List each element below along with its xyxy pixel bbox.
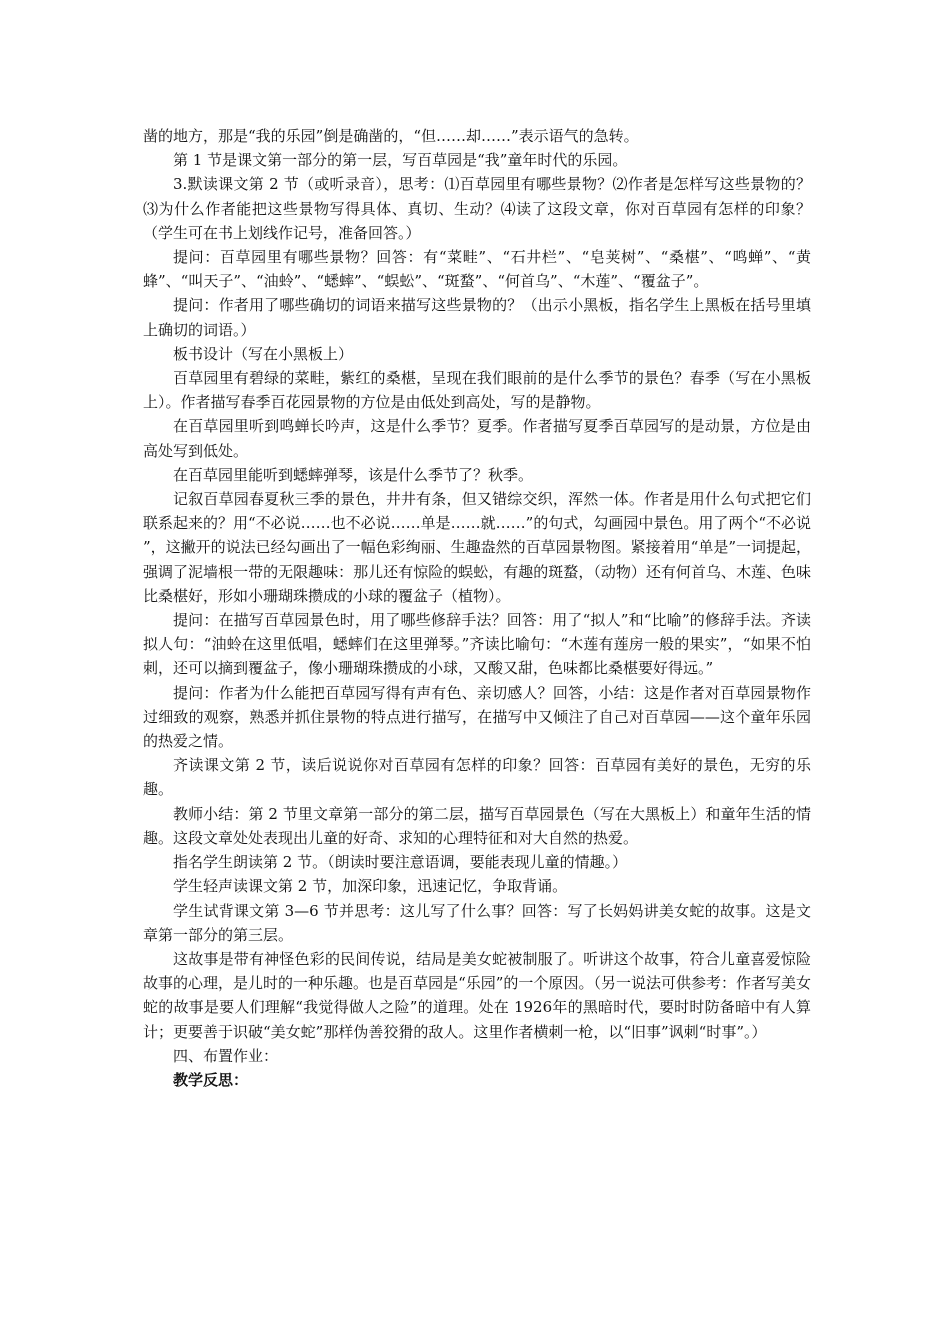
paragraph: 在百草园里能听到蟋蟀弹琴，该是什么季节了？秋季。 (173, 465, 534, 484)
paragraph: 这故事是带有神怪色彩的民间传说，结局是美女蛇被制服了。听讲这个故事，符合儿童喜爱惊险故事的心理，是儿时的一种乐趣。也是百草园是“乐园”的一个原因。（另一说法可供参考：作者写美女蛇的故事是要人们理解“我觉得做人之险”的道理。处在 1926年的黑暗时代，要时时防备暗中有人算计；更要善于识破“美女蛇”那样伪善狡猾的敌人。这里作者横刺一枪，以“旧事”讽刺“时事”。） (143, 949, 811, 1041)
paragraph: 在百草园里听到鸣蝉长吟声，这是什么季节？夏季。作者描写夏季百草园写的是动景，方位是由高处写到低处。 (143, 417, 811, 460)
document-body (143, 124, 811, 1092)
paragraph: 第 1 节是课文第一部分的第一层，写百草园是“我”童年时代的乐园。 (173, 151, 628, 170)
paragraph: 记叙百草园春夏秋三季的景色，井井有条，但又错综交织，浑然一体。作者是用什么句式把它们联系起来的？用“不必说……也不必说……单是……就……”的句式，勾画园中景色。用了两个“不必说 ”，这撇开的说法已经勾画出了一幅色彩绚丽、生趣盎然的百草园景物图。紧接着用“单是”一词提起，强调了泥墙根一带的无限趣味：那儿还有惊险的蜈蚣，有趣的斑蝥，（动物）还有何首乌、木莲、色味比桑椹好，形如小珊瑚珠攒成的小球的覆盆子（植物）。 (143, 490, 812, 605)
paragraph: 指名学生朗读第 2 节。（朗读时要注意语调，要能表现儿童的情趣。） (173, 853, 628, 872)
paragraph: 百草园里有碧绿的菜畦，紫红的桑椹，呈现在我们眼前的是什么季节的景色？春季（写在小黑板上）。作者描写春季百花园景物的方位是由低处到高处，写的是静物。 (143, 369, 811, 412)
paragraph: 板书设计（写在小黑板上） (173, 344, 354, 363)
section-heading: 四、布置作业： (173, 1046, 279, 1065)
paragraph: 凿的地方，那是“我的乐园”倒是确凿的，“但……却……”表示语气的急转。 (143, 127, 639, 145)
paragraph: 学生轻声读课文第 2 节，加深印象，迅速记忆，争取背诵。 (173, 877, 568, 896)
paragraph: 教师小结：第 2 节里文章第一部分的第二层，描写百草园景色（写在大黑板上）和童年生活的情趣。这段文章处处表现出儿童的好奇、求知的心理特征和对大自然的热爱。 (143, 804, 811, 847)
paragraph: 提问：百草园里有哪些景物？回答：有“菜畦”、“石井栏”、“皂荚树”、“桑椹”、“鸣蝉”、“黄蜂”、“叫天子”、“油蛉”、“蟋蟀”、“蜈蚣”、“斑蝥”、“何首乌”、“木莲”、“覆盆子”。 (143, 248, 811, 291)
section-heading: 教学反思： (173, 1070, 249, 1089)
paragraph: 3.默读课文第 2 节（或听录音），思考：⑴百草园里有哪些景物？⑵作者是怎样写这些景物的？⑶为什么作者能把这些景物写得具体、真切、生动？⑷读了这段文章，你对百草园有怎样的印象？（学生可在书上划线作记号，准备回答。） (143, 175, 811, 242)
paragraph: 学生试背课文第 3—6 节并思考：这儿写了什么事？回答：写了长妈妈讲美女蛇的故事。这是文章第一部分的第三层。 (143, 901, 811, 944)
paragraph: 齐读课文第 2 节，读后说说你对百草园有怎样的印象？回答：百草园有美好的景色，无穷的乐趣。 (143, 756, 811, 799)
paragraph: 提问：作者用了哪些确切的词语来描写这些景物的？（出示小黑板，指名学生上黑板在括号里填上确切的词语。） (143, 296, 811, 339)
paragraph: 提问：作者为什么能把百草园写得有声有色、亲切感人？回答，小结：这是作者对百草园景物作过细致的观察，熟悉并抓住景物的特点进行描写，在描写中又倾注了自己对百草园——这个童年乐园的热爱之情。 (143, 683, 811, 751)
paragraph: 提问：在描写百草园景色时，用了哪些修辞手法？回答：用了“拟人”和“比喻”的修辞手法。齐读拟人句：“油蛉在这里低唱，蟋蟀们在这里弹琴。”齐读比喻句：“木莲有莲房一般的果实”，“如果不怕刺，还可以摘到覆盆子，像小珊瑚珠攒成的小球，又酸又甜，色味都比桑椹要好得远。” (143, 611, 811, 678)
